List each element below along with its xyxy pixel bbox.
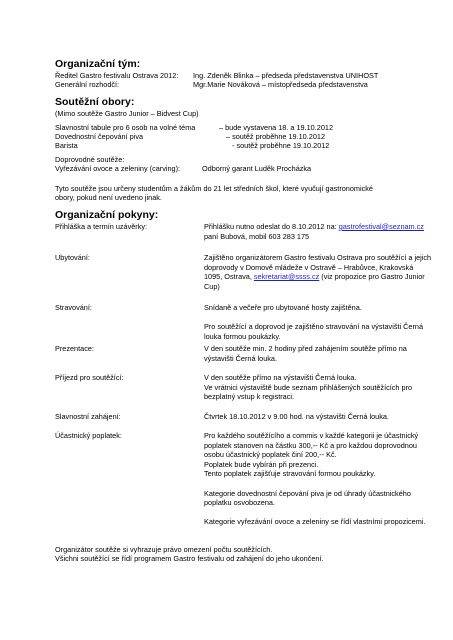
- ubytovani-text: [204, 253, 432, 291]
- prihlaska-email-link[interactable]: gastrofestival@seznam.cz: [338, 222, 424, 231]
- poplatek-line: [204, 479, 400, 489]
- footer-line: Všichni soutěžící se řídí programem Gastro festivalu od zahájení do jeho ukončení.: [55, 554, 324, 563]
- pokyn-label-zahajeni: Slavnostní zahájení:: [55, 412, 121, 421]
- prijezd-text: [204, 373, 413, 402]
- zahajeni-text: [204, 412, 400, 422]
- ubytovani-line: Zajištěno organizátorem Gastro festivalu Ostrava pro soutěžící a jejich: [204, 253, 432, 262]
- row-value-reditel: Ing. Zdeněk Blinka – předseda představenstva UNIHOST: [193, 71, 379, 80]
- ubytovani-line: Cup): [204, 281, 220, 291]
- prihlaska-line: [204, 222, 424, 232]
- poplatek-line: osobu účastnický poplatek činí 200,-- Kč.: [204, 450, 337, 460]
- accompanying-name: Vyřezávání ovoce a zeleniny (carving):: [55, 164, 181, 173]
- competition-name: Barista: [55, 141, 78, 150]
- poplatek-line: poplatku osvobozena.: [204, 498, 275, 508]
- prihlaska-text: Přihlášku nutno odeslat do 8.10.2012 na:: [204, 222, 339, 231]
- poplatek-line: Poplatek bude vybírán při prezenci.: [204, 459, 319, 469]
- stravovani-text: [204, 303, 424, 341]
- pokyn-label-stravovani: Stravování:: [55, 303, 92, 312]
- ubytovani-reference: (viz propozice pro Gastro Junior: [319, 272, 425, 282]
- pokyn-label-ubytovani: Ubytování:: [55, 253, 90, 262]
- poplatek-line: Kategorie dovednostní čepování piva je od úhrady účastnického: [204, 488, 411, 498]
- accompanying-value: Odborný garant Luděk Procházka: [202, 164, 312, 173]
- poplatek-line: poplatek stanoven na částku 300,-- Kč a pro každou doprovodnou: [204, 440, 417, 450]
- heading-organizacni-tym: Organizační tým:: [55, 58, 141, 70]
- poplatek-line: Pro každého soutěžícího a commis v každé kategorii je účastnický: [204, 431, 419, 440]
- note-line: obory, pokud není uvedeno jinak.: [55, 193, 162, 202]
- competition-date: – soutěž proběhne 19.10.2012: [226, 132, 325, 141]
- heading-soutezni-obory: Soutěžní obory:: [55, 96, 135, 108]
- ubytovani-email-link[interactable]: sekretariat@ssss.cz: [253, 272, 320, 282]
- row-label-reditel: Ředitel Gastro festivalu Ostrava 2012:: [55, 71, 179, 80]
- footer-line: Organizátor soutěže si vyhrazuje právo omezení počtu soutěžících.: [55, 545, 273, 554]
- competition-date: – bude vystavena 18. a 19.10.2012: [219, 123, 334, 132]
- obory-subheading: (Mimo soutěže Gastro Junior – Bidvest Cup): [55, 109, 199, 118]
- ubytovani-line: doprovody v Domově mládeže v Ostravě – Hrabůvce, Krakovská: [204, 262, 414, 272]
- accompanying-label: Doprovodné soutěže:: [55, 155, 125, 164]
- prijezd-line: bezplatný vstup k registraci.: [204, 392, 295, 402]
- poplatek-text: [204, 431, 426, 527]
- heading-organizacni-pokyny: Organizační pokyny:: [55, 209, 159, 221]
- prezentace-text: [204, 344, 407, 363]
- stravovani-line: Pro soutěžící a doprovod je zajištěno stravování na výstavišti Černá: [204, 322, 424, 332]
- pokyn-label-prihlaska: Přihláška a termín uzávěrky:: [55, 222, 148, 231]
- pokyn-label-prezentace: Prezentace:: [55, 344, 94, 353]
- prezentace-line: V den soutěže min. 2 hodiny před zahájením soutěže přímo na: [204, 344, 407, 353]
- prijezd-line: V den soutěže přímo na výstavišti Černá louka.: [204, 373, 357, 382]
- pokyn-label-poplatek: Účastnický poplatek:: [55, 431, 122, 440]
- zahajeni-line: Čtvrtek 18.10.2012 v 9.00 hod. na výstavišti Černá louka.: [204, 412, 389, 421]
- prihlaska-contact: paní Bubová, mobil 603 283 175: [204, 232, 310, 241]
- pokyn-label-prijezd: Příjezd pro soutěžící:: [55, 373, 124, 382]
- prezentace-line: výstavišti Černá louka.: [204, 353, 277, 363]
- poplatek-line: Kategorie vyřezávání ovoce a zeleniny se řídí vlastními propozicemi.: [204, 517, 426, 527]
- note-line: Tyto soutěže jsou určeny studentům a žákům do 21 let středních škol, které vyučují gastronomické: [55, 184, 373, 193]
- ubytovani-line: [204, 272, 425, 282]
- competition-date: - soutěž proběhne 19.10.2012: [232, 141, 330, 150]
- poplatek-line: Tento poplatek zajišťuje stravování formou poukázky.: [204, 469, 376, 479]
- competition-name: Slavnostní tabule pro 6 osob na volné téma: [55, 123, 196, 132]
- ubytovani-address: 1095, Ostrava,: [204, 272, 254, 282]
- row-value-rozhodci: Mgr.Marie Nováková – místopředseda představenstva: [193, 80, 368, 89]
- stravovani-line: [204, 313, 400, 323]
- competition-name: Dovednostní čepování piva: [55, 132, 144, 141]
- poplatek-line: [204, 508, 400, 518]
- row-label-rozhodci: Generální rozhodčí:: [55, 80, 120, 89]
- stravovani-line: louka formou poukázky.: [204, 331, 281, 341]
- prijezd-line: Ve vrátnici výstaviště bude seznam přihlášených soutěžících pro: [204, 382, 413, 392]
- stravovani-line: Snídaně a večeře pro ubytované hosty zajištěna.: [204, 303, 362, 312]
